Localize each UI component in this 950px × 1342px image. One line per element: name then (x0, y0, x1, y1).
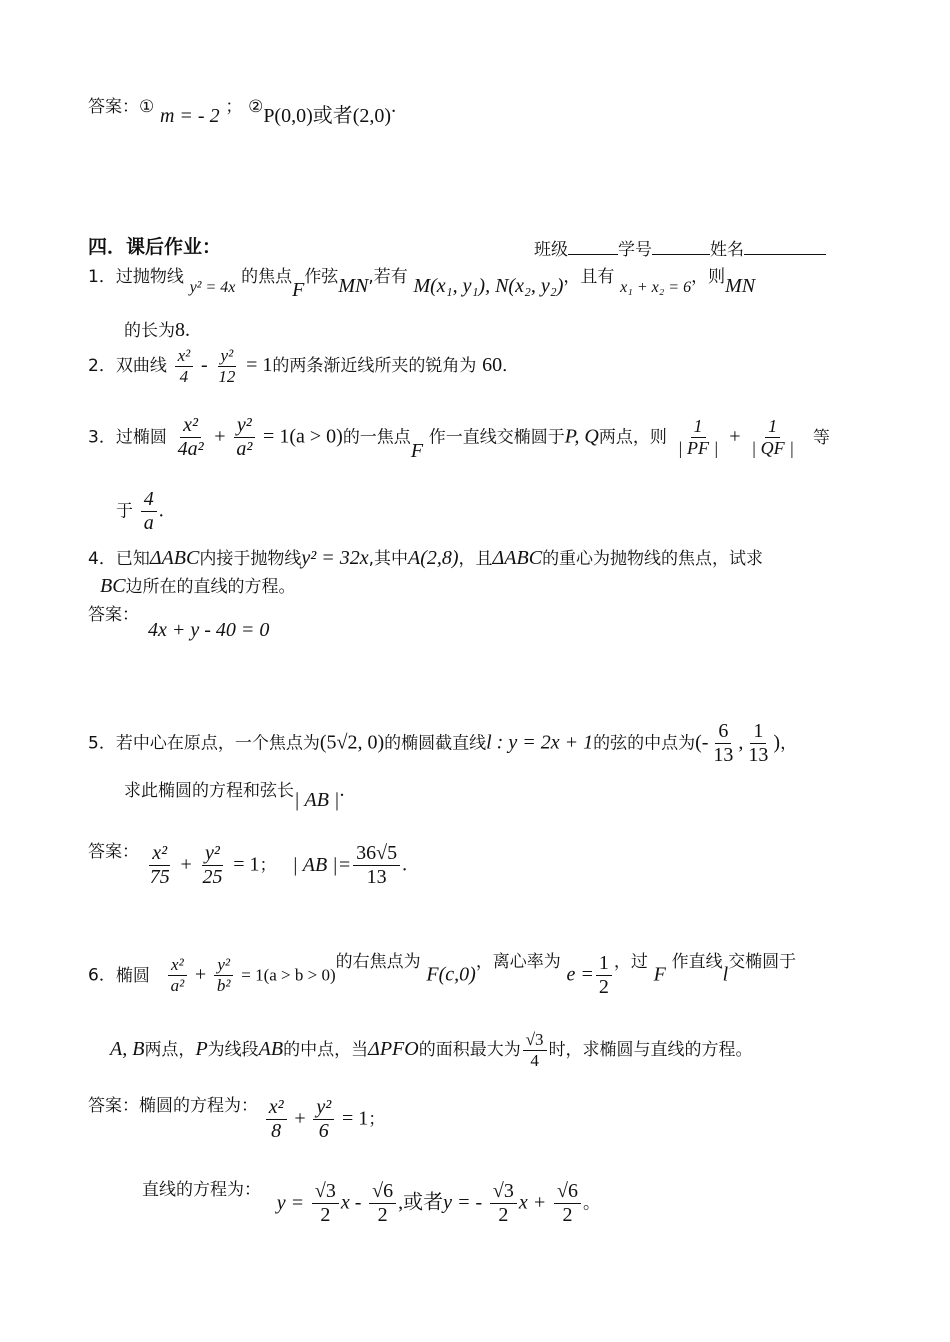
question-6-line-answer: 直线的方程为： y = $\frac{√3}{2}$ x - $\frac{√6}{2}$ ,或者y = - $\frac{√3}{2}$ x + $\frac{√6}{2}$ 。 (142, 1180, 600, 1226)
name-label: 姓名 (710, 240, 744, 260)
question-1-line-2: 的长为8. (124, 319, 190, 341)
q3-answer: $\frac{4}{a}$ (141, 488, 157, 535)
id-blank[interactable] (652, 238, 710, 255)
q2-answer: 60 (482, 354, 503, 377)
circle-2: ② (248, 97, 264, 117)
name-blank[interactable] (744, 238, 826, 255)
question-5-answer: 答案： $\frac{\text{x²}}{75}$ + $\frac{\text{y²}}{25}$ = 1； | AB |= $\frac{36√5}{13}$ . (88, 842, 408, 888)
question-6-answer: 答案：椭圆的方程为： $\frac{\text{x²}}{8}$ + $\frac{\text{y²}}{6}$ = 1； (88, 1096, 386, 1142)
question-4-line-2: BC边所在的直线的方程。 (100, 575, 296, 597)
question-4-answer: 答案： (88, 605, 139, 625)
q1-answer: 8 (175, 319, 185, 341)
question-6-line-2: A, B两点，P为线段AB的中点，当ΔPFO的面积最大为 $\frac{√3}{4}$ 时，求椭圆与直线的方程。 (110, 1030, 753, 1070)
m-value: m = - 2 (159, 105, 220, 127)
id-label: 学号 (618, 240, 652, 260)
question-2: 2．双曲线 $\frac{\text{x²}}{4}$ - $\frac{\text{y²}}{12}$ = 1的两条渐近线所夹的锐角为 60． (88, 346, 520, 386)
circle-1: ① (139, 97, 155, 117)
question-4: 4．已知ΔABC内接于抛物线y² = 32x,其中A(2,8)，且ΔABC的重心为抛物线的焦点，试求 (88, 547, 764, 569)
question-5: 5．若中心在原点，一个焦点为(5√2, 0)的椭圆截直线l : y = 2x + 1的弦的中点为(- $\frac{6}{13}$ , $\frac{1}{13}$ )， (88, 720, 798, 766)
question-3-line-2: 于 $\frac{4}{a}$ . (116, 488, 164, 534)
q4-answer: 4x + y - 40 = 0 (148, 619, 270, 641)
class-label: 班级 (534, 240, 568, 260)
question-1: 1．过抛物线 y² = 4x 的焦点F作弦MN,若有 M(x₁, y₁), N(x₂, y₂)，且有 x₁ + x₂ = 6，则MN (88, 267, 756, 301)
class-blank[interactable] (568, 238, 618, 255)
question-6: 6．椭圆 $\frac{\text{x²}}{\text{a²}}$ + $\frac{\text{y²}}{\text{b²}}$ = 1(a > b > 0)的右焦点为 F(c,0)，离心率为 e = $\frac{1}{2}$ ，过 F 作直线l交椭圆于 (88, 952, 797, 998)
student-info (534, 238, 826, 260)
answer-label: 答案： (88, 97, 139, 117)
points-answer: P(0,0)或者(2,0) (263, 105, 392, 127)
section-title: 四．课后作业： (88, 236, 222, 258)
prev-answer-line: 答案：① m = - 2 ； ②P(0,0)或者(2,0). (88, 95, 397, 127)
question-3: 3．过椭圆 $\frac{\text{x²}}{\text{4a²}}$ + $\frac{\text{y²}}{\text{a²}}$ = 1(a > 0)的一焦点F 作一直线交椭圆于P, Q两点，则 $\frac{1}{| PF |}$ + $\frac{1}{| QF |}$ 等 (88, 414, 830, 462)
question-5-line-2: 求此椭圆的方程和弦长| AB |. (124, 779, 345, 811)
